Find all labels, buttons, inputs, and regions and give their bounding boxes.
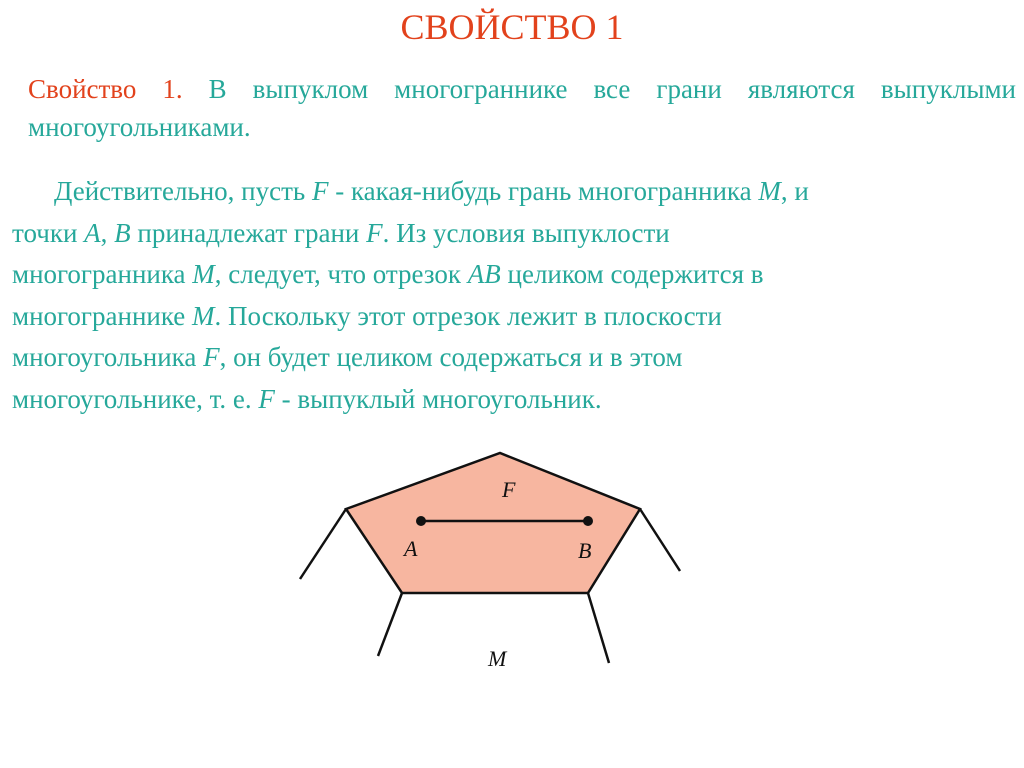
proof-line <box>12 379 1016 421</box>
proof-text: , <box>100 217 115 248</box>
polyhedron-face-figure <box>0 430 1024 760</box>
proof-text: , следует, что отрезок <box>214 259 468 289</box>
slide-title: СВОЙСТВО 1 <box>400 7 624 47</box>
proof-text: многограннике <box>12 300 193 331</box>
point-b-label: B <box>578 538 592 563</box>
math-variable: AB <box>467 259 501 289</box>
math-variable: A <box>84 217 101 248</box>
proof-line <box>12 337 1016 379</box>
figure-svg <box>0 430 1024 760</box>
face-label: F <box>502 477 516 502</box>
math-variable: M <box>192 259 215 289</box>
point-a <box>416 516 426 526</box>
math-variable: F <box>366 217 383 248</box>
edge-right-lower <box>588 593 609 663</box>
proof-text: многоугольнике, т. е. <box>12 383 259 414</box>
math-variable: F <box>311 176 329 206</box>
proof-line <box>12 171 1016 213</box>
proof-line <box>12 254 1016 296</box>
math-variable: F <box>258 383 275 414</box>
edge-left-lower <box>378 593 402 656</box>
property-statement <box>28 70 1016 146</box>
math-variable: F <box>203 342 220 372</box>
proof-text: целиком содержится в <box>500 259 764 289</box>
proof-text: многоугольника <box>12 342 204 372</box>
proof-text: . Из условия выпуклости <box>382 217 670 248</box>
property-lead: Свойство 1. <box>28 74 183 104</box>
math-variable: B <box>114 217 131 248</box>
proof-text: - выпуклый многоугольник. <box>274 383 602 414</box>
proof-paragraph <box>12 171 1016 420</box>
proof-line <box>12 213 1016 255</box>
point-a-label: A <box>404 536 418 561</box>
math-variable: M <box>758 176 781 206</box>
math-variable: M <box>192 300 215 331</box>
property-text: В выпуклом многограннике все грани являются выпуклыми многоугольниками. <box>28 74 1016 142</box>
proof-text: . Поскольку этот отрезок лежит в плоскости <box>214 300 722 331</box>
proof-text: многогранника <box>12 259 193 289</box>
edge-right-upper <box>640 509 680 571</box>
proof-text: - какая-нибудь грань многогранника <box>328 176 759 206</box>
point-b <box>583 516 593 526</box>
proof-line <box>12 296 1016 338</box>
proof-text: , он будет целиком содержаться и в этом <box>219 342 683 372</box>
proof-text: точки <box>12 217 85 248</box>
proof-text: принадлежат грани <box>130 217 367 248</box>
proof-text: Действительно, пусть <box>54 176 312 206</box>
proof-text: , и <box>780 176 809 206</box>
polyhedron-label: M <box>488 646 507 671</box>
edge-left-upper <box>300 509 346 579</box>
face-polygon <box>346 453 640 593</box>
